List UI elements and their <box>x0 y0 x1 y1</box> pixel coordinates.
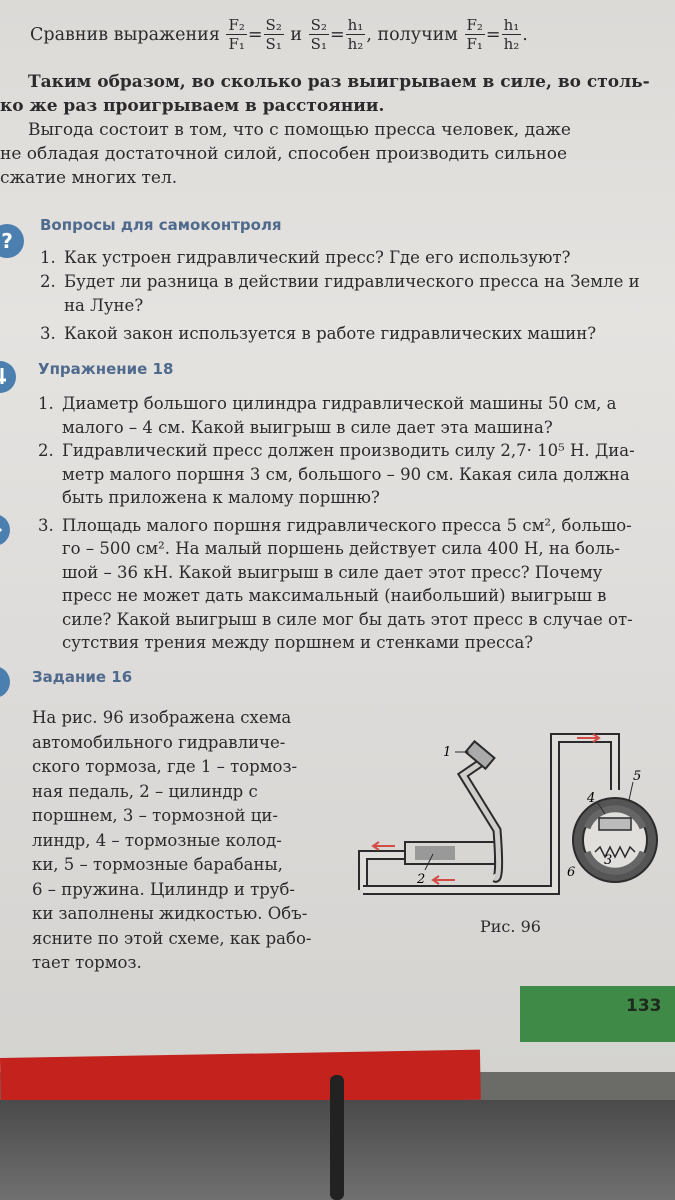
label-3: 3 <box>604 853 613 868</box>
bold-statement: Таким образом, во сколько раз выигрываем в силе, во столь- ко же раз проигрываем в расстоянии. <box>0 72 650 116</box>
list-item: 1. Диаметр большого цилиндра гидравлической машины 50 см, а <box>38 394 617 413</box>
list-item: 3. Какой закон используется в работе гидравлических машин? <box>40 324 597 343</box>
arrow-red-left <box>373 842 395 850</box>
formula-line: Сравнив выражения $\frac{\text{F₂}}{\text{F₁}}$ = $\frac{\text{S₂}}{\text{S₁}}$ и $\frac{\text{S₂}}{\text{S₁}}$ = $\frac{\text{h₁}}{\text{h₂}}$ , получим $\frac{\text{F₂}}{\text{F₁}}$ = $\frac{\text{h₁}}{\text{h₂}}$ . <box>30 16 528 53</box>
label-6: 6 <box>567 865 576 880</box>
page-number: 133 <box>626 996 662 1016</box>
brake-diagram <box>355 730 665 910</box>
label-2: 2 <box>417 872 426 887</box>
list-item: 2. Будет ли разница в действии гидравлического пресса на Земле и <box>40 272 640 291</box>
self-check-heading: Вопросы для самоконтроля <box>40 216 282 234</box>
fraction-f2-f1: $\frac{\text{F₂}}{\text{F₁}}$ <box>228 16 245 53</box>
label-5: 5 <box>633 769 642 784</box>
task-heading: Задание 16 <box>32 668 133 686</box>
fraction-f2-f1-b: $\frac{\text{F₂}}{\text{F₁}}$ <box>466 16 483 53</box>
fraction-h1-h2-b: $\frac{\text{h₁}}{\text{h₂}}$ <box>503 16 520 53</box>
exercise-icon <box>0 360 18 394</box>
task-icon <box>0 664 14 700</box>
fraction-s2-s1: $\frac{\text{S₂}}{\text{S₁}}$ <box>265 16 282 53</box>
fraction-h1-h2: $\frac{\text{h₁}}{\text{h₂}}$ <box>347 16 364 53</box>
pedal-pad <box>466 741 495 768</box>
label-4: 4 <box>587 791 596 806</box>
fraction-s2-s1-b: $\frac{\text{S₂}}{\text{S₁}}$ <box>310 16 327 53</box>
label-1: 1 <box>443 745 452 760</box>
task-text: На рис. 96 изображена схема автомобильного гидравличе- ского тормоза, где 1 – тормоз- ная педаль, 2 – цилиндр с поршнем, 3 – тормозной ци- линдр, 4 – тормозные колод- ки, 5 – тормозные барабаны, 6 – пружина. Цилиндр и труб- ки заполнены жидкостью. Объ- ясните по этой схеме, как рабо- тает тормоз. <box>32 708 312 972</box>
self-check-list: 1. Как устроен гидравлический пресс? Где его используют? 2. Будет ли разница в действии гидравлического пресса на Земле и на Луне? 3. Какой закон используется в работе гидравлических машин? <box>40 246 640 346</box>
arrow-red-bottom <box>433 876 455 884</box>
wheel-cylinder <box>599 818 631 830</box>
list-item: 1. Как устроен гидравлический пресс? Где его используют? <box>40 248 571 267</box>
exercise-list: 1. Диаметр большого цилиндра гидравлической машины 50 см, а малого – 4 см. Какой выигрыш в силе дает эта машина? 2. Гидравлический пресс должен производить силу 2,7· 10⁵ Н. Диа- метр малого поршня 3 см, большого – 90 см. Какая сила должна быть приложена к малому поршню? 3. Площадь малого поршня гидравлического пресса 5 см², большо- го – 500 см². На малый поршень действует сила 400 Н, на боль- шой – 36 кН. Какой выигрыш в силе дает этот пресс? Почему пресс не может дать максимальный (наибольший) выигрыш в силе? Какой выигрыш в силе мог бы дать этот пресс в случае от- сутствия трения между поршнем и стенками пресса? <box>38 394 635 652</box>
hard-task-icon <box>0 512 14 548</box>
figure-caption: Рис. 96 <box>480 917 541 936</box>
list-item: 2. Гидравлический пресс должен производить силу 2,7· 10⁵ Н. Диа- <box>38 441 635 460</box>
question-icon: ? <box>0 224 24 258</box>
cable <box>330 1075 344 1200</box>
formula-prefix: Сравнив выражения <box>30 24 220 45</box>
list-item: 3. Площадь малого поршня гидравлического пресса 5 см², большо- <box>38 515 632 535</box>
benefit-paragraph: Выгода состоит в том, что с помощью пресса человек, даже не обладая достаточной силой, способен производить сильное сжатие многих тел. <box>0 120 571 188</box>
exercise-heading: Упражнение 18 <box>38 360 174 378</box>
